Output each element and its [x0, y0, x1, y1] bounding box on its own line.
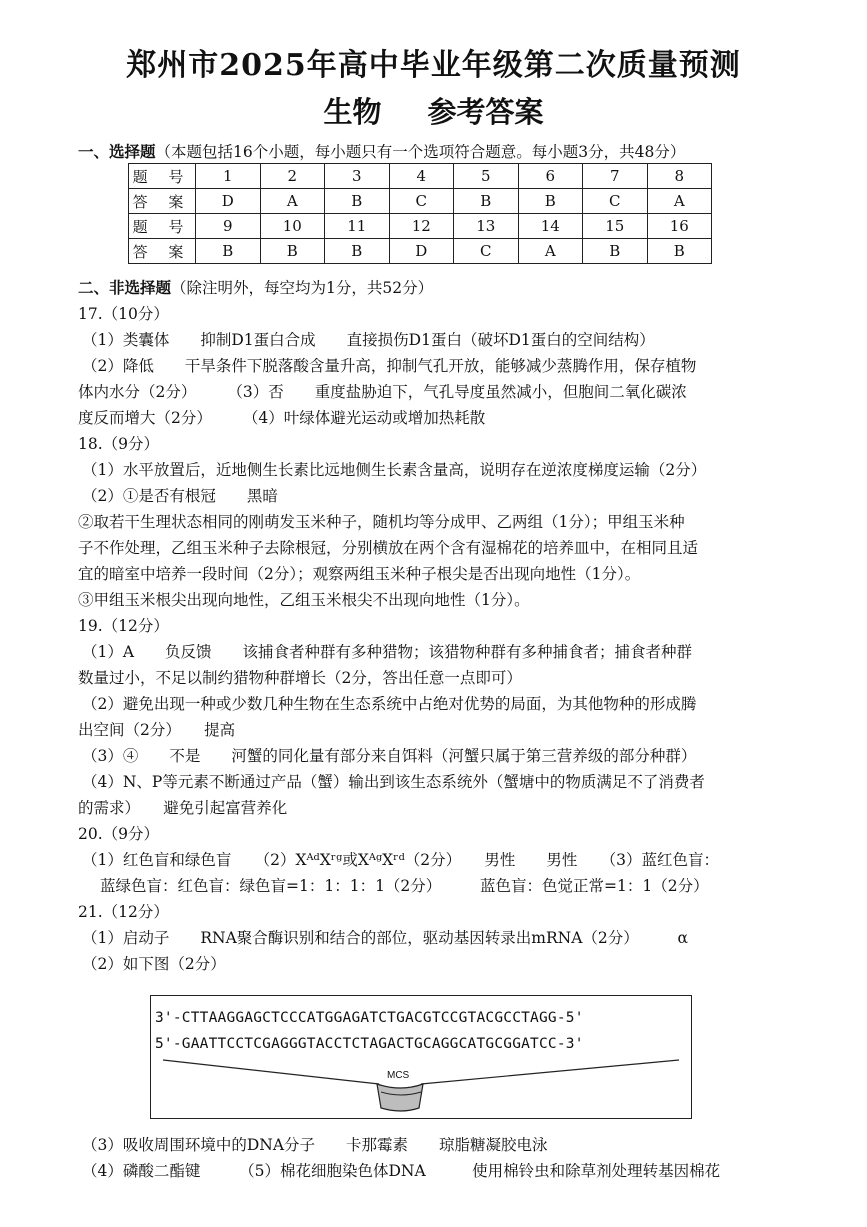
section2-note: （除注明外，每空均为1分，共52分） — [171, 279, 434, 297]
page-title: 郑州市2025年高中毕业年级第二次质量预测 — [126, 48, 741, 83]
row-label: 答 案 — [129, 189, 196, 214]
mcs-right-line — [421, 1060, 679, 1084]
question-18-heading: 18.（9分） — [78, 435, 160, 453]
answer-cell: B — [196, 239, 261, 264]
question-number-cell: 8 — [647, 164, 712, 189]
answer-line: 度反而增大（2分） （4）叶绿体避光运动或增加热耗散 — [78, 409, 486, 427]
page-subtitle — [0, 90, 867, 131]
answer-cell: D — [196, 189, 261, 214]
section1-heading: 一、选择题 — [78, 142, 156, 161]
question-number-cell: 10 — [260, 214, 325, 239]
answer-cell: A — [518, 239, 583, 264]
answer-line: （1）启动子 RNA聚合酶识别和结合的部位，驱动基因转录出mRNA（2分） α — [82, 929, 688, 947]
answer-line: （2）如下图（2分） — [82, 955, 226, 973]
answer-cell: B — [325, 189, 390, 214]
question-number-cell: 4 — [389, 164, 454, 189]
row-label: 题 号 — [129, 214, 196, 239]
answer-cell: A — [260, 189, 325, 214]
question-17-heading: 17.（10分） — [78, 305, 169, 323]
question-number-cell: 2 — [260, 164, 325, 189]
answer-line: 体内水分（2分） （3）否 重度盐胁迫下，气孔导度虽然减小，但胞间二氧化碳浓 — [78, 383, 687, 401]
answer-line: （1）水平放置后，近地侧生长素比远地侧生长素含量高，说明存在逆浓度梯度运输（2分） — [82, 461, 707, 479]
mcs-diagram — [151, 996, 691, 1118]
dna-strand-top: 3'-CTTAAGGAGCTCCCATGGAGATCTGACGTCCGTACGCCTAGG-5' — [155, 1010, 584, 1026]
question-number-cell: 12 — [389, 214, 454, 239]
row-label: 题 号 — [129, 164, 196, 189]
table-row — [129, 239, 712, 264]
question-number-cell: 11 — [325, 214, 390, 239]
table-row — [129, 189, 712, 214]
answer-line: 出空间（2分） 提高 — [78, 721, 236, 739]
answer-cell: D — [389, 239, 454, 264]
question-19-heading: 19.（12分） — [78, 617, 169, 635]
question-number-cell: 7 — [583, 164, 648, 189]
answer-line: ③甲组玉米根尖出现向地性，乙组玉米根尖不出现向地性（1分）。 — [78, 591, 530, 609]
answer-line: （1）A 负反馈 该捕食者种群有多种猎物；该猎物种群有多种捕食者；捕食者种群 — [82, 643, 693, 661]
question-number-cell: 6 — [518, 164, 583, 189]
question-number-cell: 16 — [647, 214, 712, 239]
answer-cell: B — [325, 239, 390, 264]
section2-heading-line — [78, 276, 433, 298]
question-number-cell: 3 — [325, 164, 390, 189]
question-20-heading: 20.（9分） — [78, 825, 160, 843]
answer-line: 的需求） 避免引起富营养化 — [78, 799, 288, 817]
answer-line: ②取若干生理状态相同的刚萌发玉米种子，随机均等分成甲、乙两组（1分）；甲组玉米种 — [78, 513, 685, 531]
answer-line: （4）磷酸二酯键 （5）棉花细胞染色体DNA 使用棉铃虫和除草剂处理转基因棉花 — [82, 1162, 721, 1180]
answer-line: 子不作处理，乙组玉米种子去除根冠，分别横放在两个含有湿棉花的培养皿中，在相同且适 — [78, 539, 699, 557]
plasmid-segment-icon — [377, 1084, 423, 1111]
answer-line: 数量过小，不足以制约猎物种群增长（2分，答出任意一点即可） — [78, 669, 522, 687]
question-number-cell: 9 — [196, 214, 261, 239]
question-number-cell: 1 — [196, 164, 261, 189]
answer-cell: C — [583, 189, 648, 214]
row-label: 答 案 — [129, 239, 196, 264]
subject-label: 生物 — [323, 95, 382, 129]
dna-figure — [150, 995, 692, 1119]
answer-line: （1）类囊体 抑制D1蛋白合成 直接损伤D1蛋白（破坏D1蛋白的空间结构） — [82, 331, 655, 349]
answer-line: （3）吸收周围环境中的DNA分子 卡那霉素 琼脂糖凝胶电泳 — [82, 1136, 548, 1154]
question-21-heading: 21.（12分） — [78, 903, 169, 921]
dna-strand-bottom: 5'-GAATTCCTCGAGGGTACCTCTAGACTGCAGGCATGCGGATCC-3' — [155, 1036, 584, 1052]
section1-note: （本题包括16个小题，每小题只有一个选项符合题意。每小题3分，共48分） — [155, 143, 686, 161]
answer-line: （2）避免出现一种或少数几种生物在生态系统中占绝对优势的局面，为其他物种的形成腾 — [82, 695, 697, 713]
table-row — [129, 164, 712, 189]
table-row — [129, 214, 712, 239]
answer-line: （3）④ 不是 河蟹的同化量有部分来自饵料（河蟹只属于第三营养级的部分种群） — [82, 747, 697, 765]
answer-cell: C — [389, 189, 454, 214]
answer-line: （2）①是否有根冠 黑暗 — [82, 487, 278, 505]
doc-type-label: 参考答案 — [427, 95, 544, 129]
mcs-left-line — [163, 1060, 379, 1084]
answer-line: （4）N、P等元素不断通过产品（蟹）输出到该生态系统外（蟹塘中的物质满足不了消费者 — [82, 773, 705, 791]
question-number-cell: 5 — [454, 164, 519, 189]
answer-line: （1）红色盲和绿色盲 （2）XᴬᵈXʳᵍ或XᴬᵍXʳᵈ（2分） 男性 男性 （3）蓝红色盲： — [82, 851, 719, 869]
question-number-cell: 15 — [583, 214, 648, 239]
answer-cell: C — [454, 239, 519, 264]
answer-line: 宜的暗室中培养一段时间（2分）；观察两组玉米种子根尖是否出现向地性（1分）。 — [78, 565, 641, 583]
answer-line: （2）降低 干旱条件下脱落酸含量升高，抑制气孔开放，能够减少蒸腾作用，保存植物 — [82, 357, 697, 375]
answer-cell: B — [454, 189, 519, 214]
answer-cell: B — [518, 189, 583, 214]
answer-table — [128, 163, 712, 264]
question-number-cell: 13 — [454, 214, 519, 239]
answer-cell: B — [647, 239, 712, 264]
section2-heading: 二、非选择题 — [78, 278, 172, 297]
mcs-label: MCS — [387, 1070, 410, 1081]
answer-line: 蓝绿色盲：红色盲：绿色盲=1：1：1：1（2分） 蓝色盲：色觉正常=1：1（2分） — [100, 877, 709, 895]
question-number-cell: 14 — [518, 214, 583, 239]
answer-cell: B — [583, 239, 648, 264]
section1-heading-line — [78, 140, 685, 162]
answer-cell: B — [260, 239, 325, 264]
answer-cell: A — [647, 189, 712, 214]
